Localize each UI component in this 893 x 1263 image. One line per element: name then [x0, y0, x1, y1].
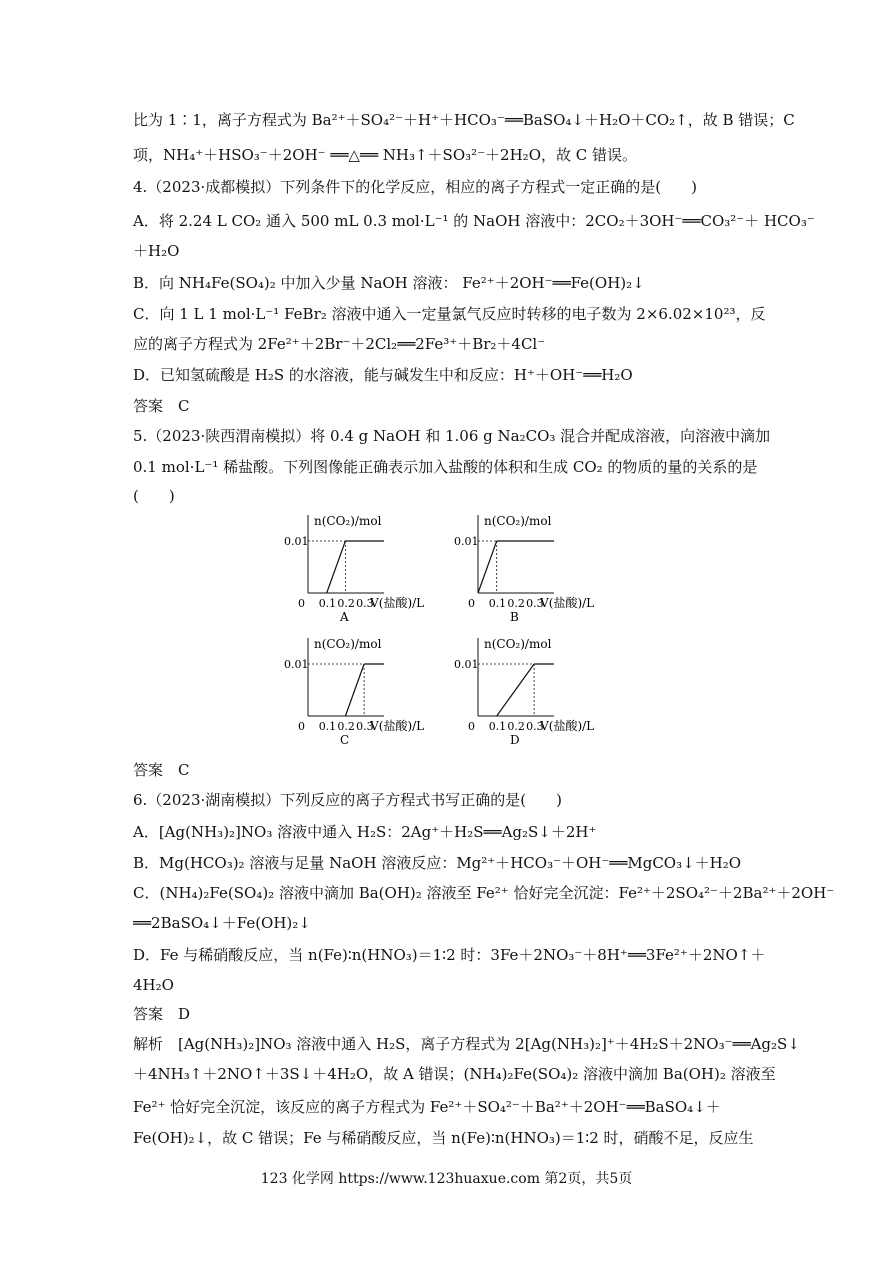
option-4c: C．向 1 L 1 mol·L⁻¹ FeBr₂ 溶液中通入一定量氯气反应时转移的电子数为 2×6.02×10²³，反 — [133, 305, 766, 323]
y-axis-label: n(CO₂)/mol — [484, 514, 552, 528]
x-axis-label: V(盐酸)/L — [370, 596, 425, 610]
y-tick-label: 0.01 — [454, 658, 479, 671]
question-4: 4.（2023·成都模拟）下列条件下的化学反应，相应的离子方程式一定正确的是( ) — [133, 178, 697, 196]
explanation-6-l2: ＋4NH₃↑＋2NO↑＋3S↓＋4H₂O，故 A 错误；(NH₄)₂Fe(SO₄)₂ 溶液中滴加 Ba(OH)₂ 溶液至 — [133, 1065, 776, 1083]
y-axis-label: n(CO₂)/mol — [484, 637, 552, 651]
graph-caption: A — [340, 610, 349, 624]
curve-rise — [345, 664, 364, 716]
explanation-6: 解析 [Ag(NH₃)₂]NO₃ 溶液中通入 H₂S，离子方程式为 2[Ag(NH₃)₂]⁺＋4H₂S＋2NO₃⁻══Ag₂S↓ — [133, 1035, 800, 1053]
option-6c-cont: ══2BaSO₄↓＋Fe(OH)₂↓ — [133, 914, 311, 932]
graph-b — [454, 507, 624, 626]
x-tick-label: 0.1 — [318, 720, 337, 733]
x-tick-label: 0.3 — [356, 597, 374, 610]
y-tick-label: 0.01 — [284, 535, 309, 548]
y-axis-label: n(CO₂)/mol — [314, 637, 382, 651]
question-5-cont: 0.1 mol·L⁻¹ 稀盐酸。下列图像能正确表示加入盐酸的体积和生成 CO₂ 的物质的量的关系的是 — [133, 458, 758, 476]
x-tick-label: 0 — [468, 597, 475, 610]
option-4a-cont: ＋H₂O — [133, 242, 180, 260]
option-6a: A．[Ag(NH₃)₂]NO₃ 溶液中通入 H₂S：2Ag⁺＋H₂S══Ag₂S↓＋2H⁺ — [133, 823, 597, 841]
y-tick-label: 0.01 — [454, 535, 479, 548]
x-tick-label: 0.3 — [526, 597, 544, 610]
graph-d — [454, 630, 624, 749]
option-4b: B．向 NH₄Fe(SO₄)₂ 中加入少量 NaOH 溶液： Fe²⁺＋2OH⁻══Fe(OH)₂↓ — [133, 274, 645, 292]
graph-svg — [454, 630, 624, 745]
graph-caption: D — [510, 733, 520, 747]
x-tick-label: 0.2 — [337, 597, 355, 610]
page-footer: 123 化学网 https://www.123huaxue.com 第2页，共5页 — [260, 1171, 633, 1187]
x-tick-label: 0.1 — [488, 597, 507, 610]
graph-svg — [454, 507, 624, 622]
option-4d: D．已知氢硫酸是 H₂S 的水溶液，能与碱发生中和反应：H⁺＋OH⁻══H₂O — [133, 366, 633, 384]
curve-rise — [327, 541, 346, 593]
graph-svg — [284, 507, 454, 622]
question-5-paren: ( ) — [133, 487, 175, 505]
option-4c-cont: 应的离子方程式为 2Fe²⁺＋2Br⁻＋2Cl₂══2Fe³⁺＋Br₂＋4Cl⁻ — [133, 335, 546, 353]
answer-4: 答案 C — [133, 397, 190, 415]
answer-5: 答案 C — [133, 761, 190, 779]
graph-svg — [284, 630, 454, 745]
explanation-6-l3: Fe²⁺ 恰好完全沉淀，该反应的离子方程式为 Fe²⁺＋SO₄²⁻＋Ba²⁺＋2OH⁻══BaSO₄↓＋ — [133, 1098, 721, 1116]
x-tick-label: 0 — [298, 720, 305, 733]
x-tick-label: 0.2 — [507, 597, 525, 610]
explanation-6-l4: Fe(OH)₂↓，故 C 错误；Fe 与稀硝酸反应，当 n(Fe)∶n(HNO₃)＝1∶2 时，硝酸不足，反应生 — [133, 1129, 754, 1147]
line-solution-cont: 比为 1∶1，离子方程式为 Ba²⁺＋SO₄²⁻＋H⁺＋HCO₃⁻══BaSO₄↓＋H₂O＋CO₂↑，故 B 错误；C — [133, 111, 795, 129]
graph-a — [284, 507, 454, 626]
x-axis-label: V(盐酸)/L — [540, 719, 595, 733]
option-6c: C．(NH₄)₂Fe(SO₄)₂ 溶液中滴加 Ba(OH)₂ 溶液至 Fe²⁺ 恰好完全沉淀：Fe²⁺＋2SO₄²⁻＋2Ba²⁺＋2OH⁻ — [133, 884, 835, 902]
option-4a: A．将 2.24 L CO₂ 通入 500 mL 0.3 mol·L⁻¹ 的 NaOH 溶液中：2CO₂＋3OH⁻══CO₃²⁻＋ HCO₃⁻ — [133, 212, 815, 230]
graph-caption: B — [510, 610, 519, 624]
line-solution-c: 项，NH₄⁺＋HSO₃⁻＋2OH⁻ ══△══ NH₃↑＋SO₃²⁻＋2H₂O，故 C 错误。 — [133, 146, 638, 164]
option-6b: B．Mg(HCO₃)₂ 溶液与足量 NaOH 溶液反应：Mg²⁺＋HCO₃⁻＋OH⁻══MgCO₃↓＋H₂O — [133, 854, 742, 872]
y-axis-label: n(CO₂)/mol — [314, 514, 382, 528]
graph-c — [284, 630, 454, 749]
x-tick-label: 0.2 — [507, 720, 525, 733]
x-tick-label: 0.2 — [337, 720, 355, 733]
answer-6: 答案 D — [133, 1005, 191, 1023]
x-tick-label: 0.1 — [488, 720, 507, 733]
question-5: 5.（2023·陕西渭南模拟）将 0.4 g NaOH 和 1.06 g Na₂CO₃ 混合并配成溶液，向溶液中滴加 — [133, 427, 771, 445]
y-tick-label: 0.01 — [284, 658, 309, 671]
x-tick-label: 0.3 — [356, 720, 374, 733]
x-tick-label: 0.1 — [318, 597, 337, 610]
graph-caption: C — [340, 733, 350, 747]
x-tick-label: 0 — [298, 597, 305, 610]
option-6d: D．Fe 与稀硝酸反应，当 n(Fe)∶n(HNO₃)＝1∶2 时：3Fe＋2NO₃⁻＋8H⁺══3Fe²⁺＋2NO↑＋ — [133, 946, 766, 964]
x-axis-label: V(盐酸)/L — [370, 719, 425, 733]
curve-rise — [478, 541, 497, 593]
question-6: 6.（2023·湖南模拟）下列反应的离子方程式书写正确的是( ) — [133, 791, 562, 809]
x-axis-label: V(盐酸)/L — [540, 596, 595, 610]
option-6d-cont: 4H₂O — [133, 976, 174, 994]
x-tick-label: 0 — [468, 720, 475, 733]
x-tick-label: 0.3 — [526, 720, 544, 733]
curve-rise — [497, 664, 534, 716]
